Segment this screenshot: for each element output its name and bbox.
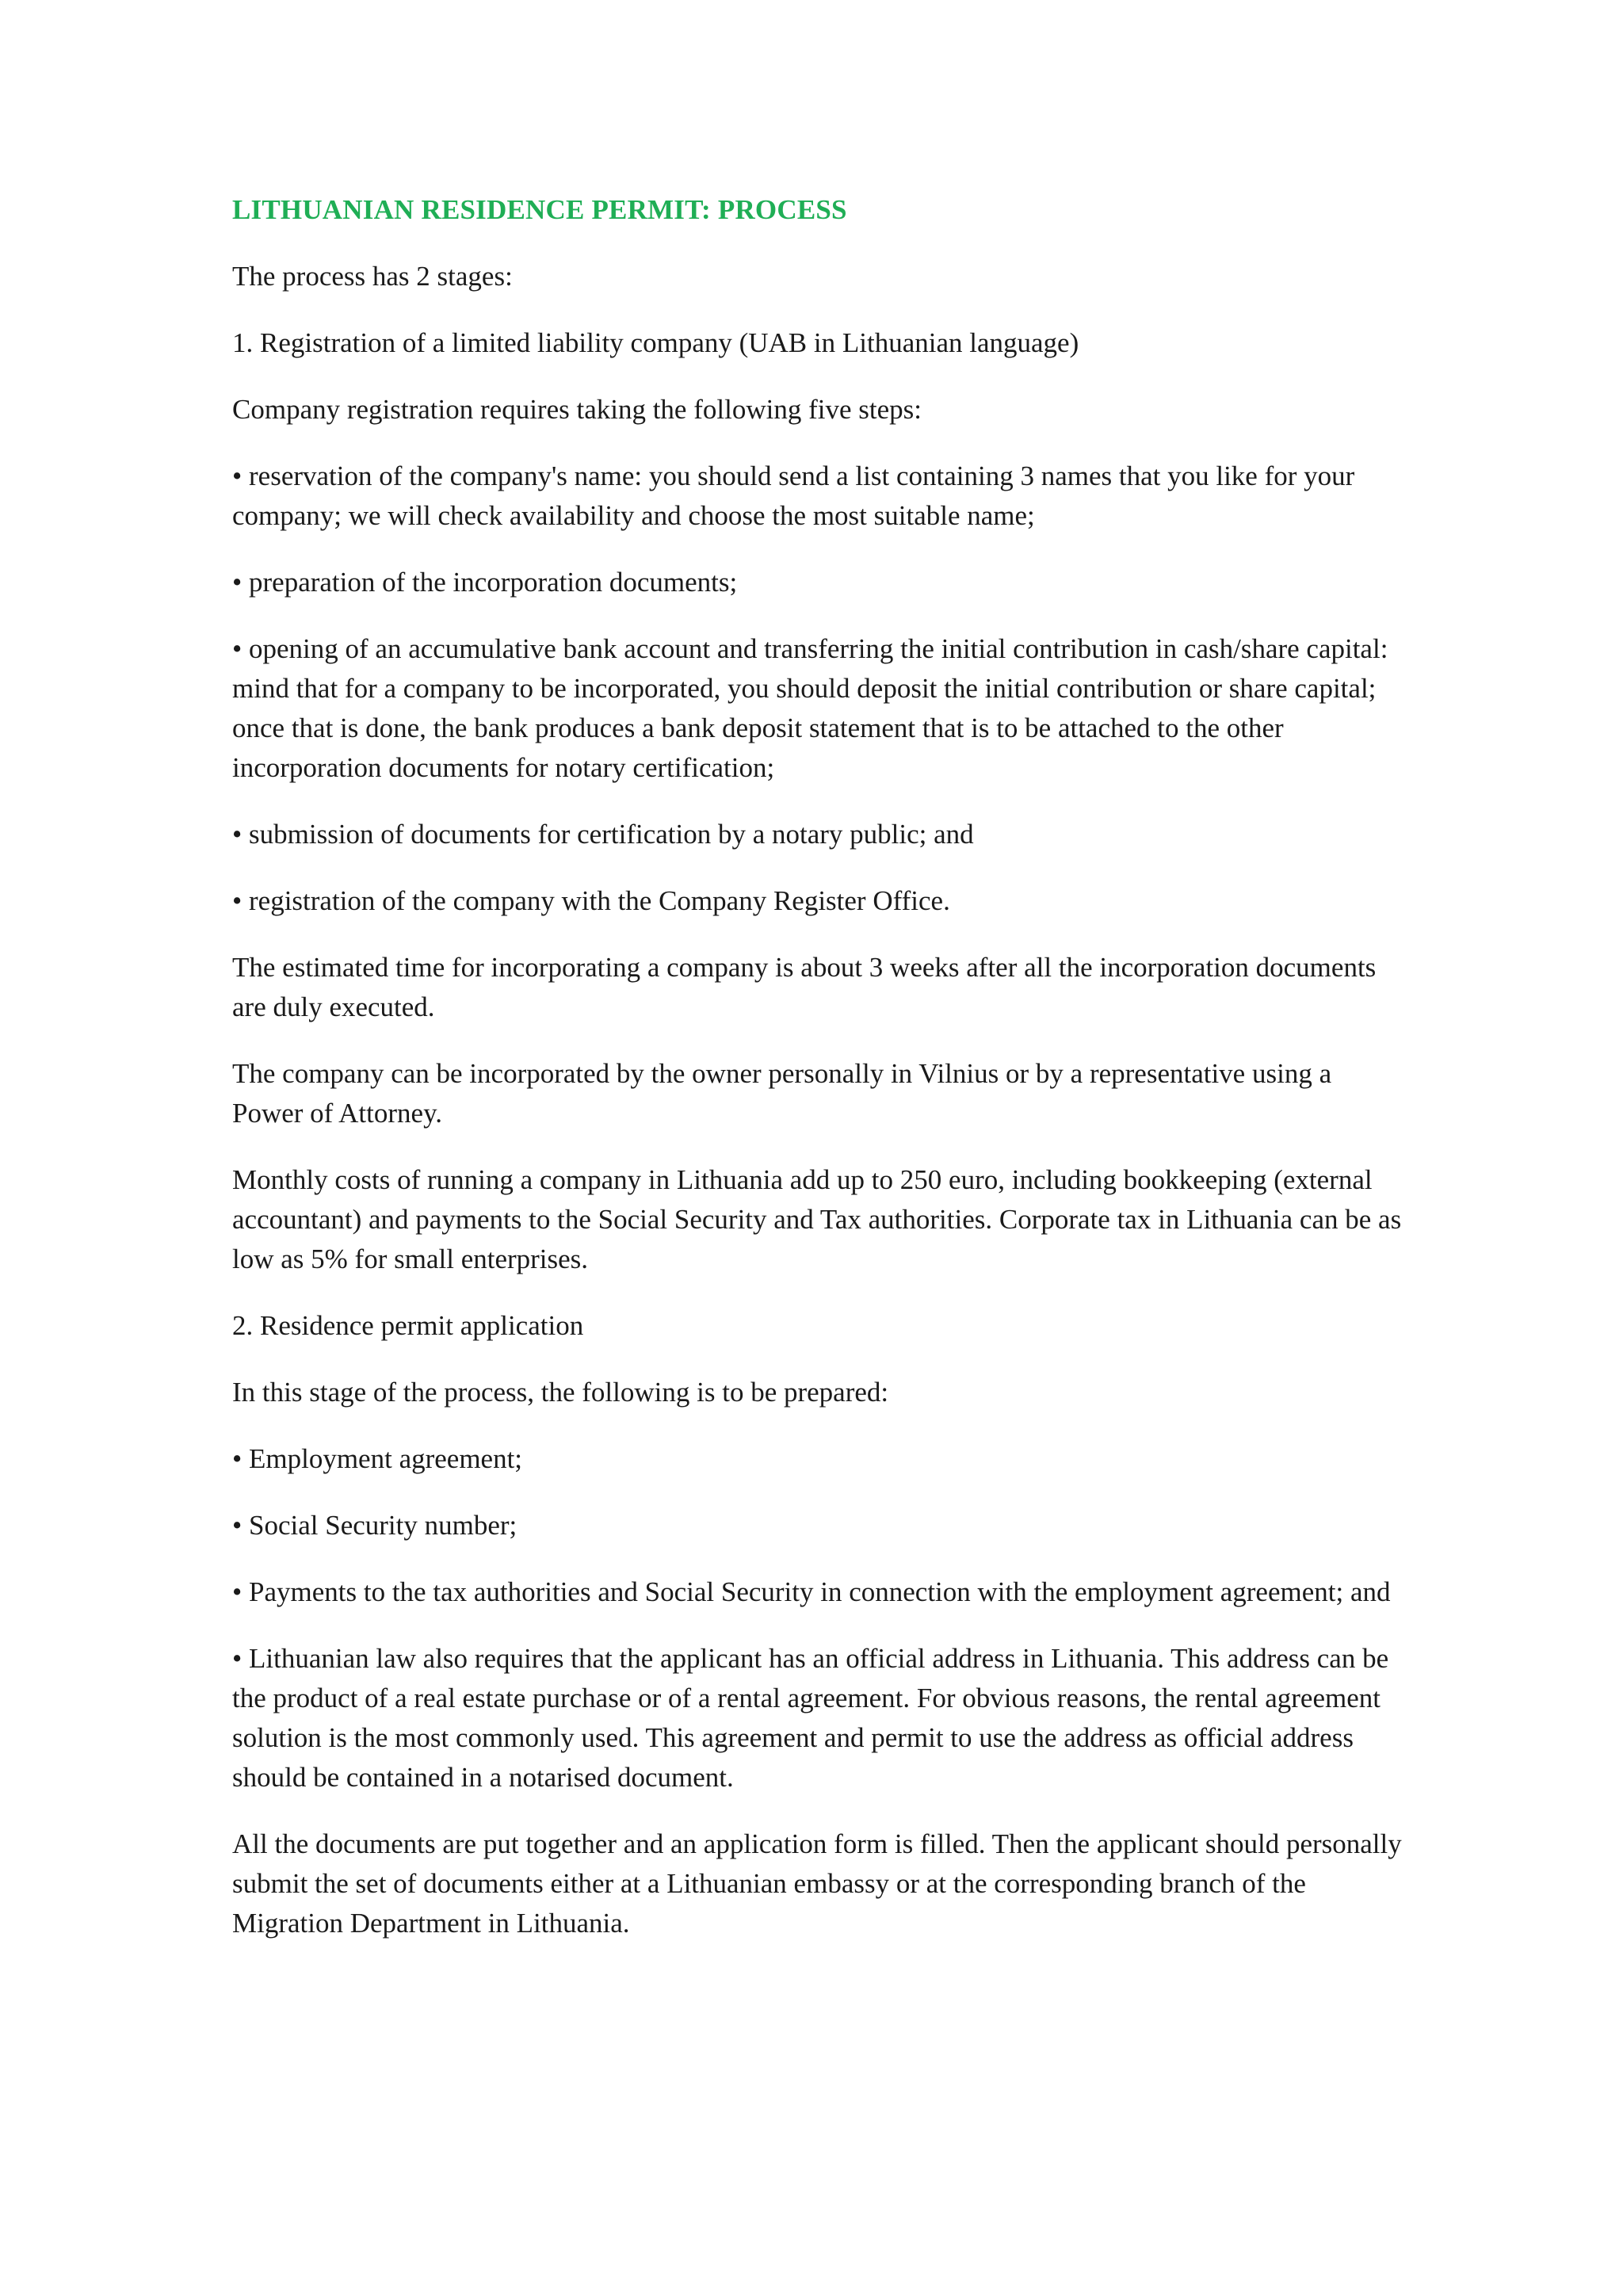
monthly-costs-paragraph: Monthly costs of running a company in Lithuania add up to 250 euro, including bookkeeping (external accountant) and payments to the Social Security and Tax authorities. Corporate tax in Lithuania can be as low as 5% for small enterprises. <box>232 1164 1402 1274</box>
estimated-time-paragraph: The estimated time for incorporating a company is about 3 weeks after all the incorporation documents are duly executed. <box>232 952 1377 1022</box>
step-name-reservation: • reservation of the company's name: you should send a list containing 3 names that you like for your company; we will check availability and choose the most suitable name; <box>232 460 1355 531</box>
stage-2-intro: In this stage of the process, the following is to be prepared: <box>232 1377 889 1408</box>
item-employment-agreement: • Employment agreement; <box>232 1443 523 1474</box>
document-title: LITHUANIAN RESIDENCE PERMIT: PROCESS <box>232 194 847 225</box>
step-bank-account: • opening of an accumulative bank account and transferring the initial contribution in cash/share capital: mind that for a company to be incorporated, you should deposit the initial contribution or share capital; once that is done, the bank produces a bank deposit statement that is to be attached to the other incorporation documents for notary certification; <box>232 633 1388 783</box>
incorporation-method-paragraph: The company can be incorporated by the owner personally in Vilnius or by a representative using a Power of Attorney. <box>232 1058 1332 1129</box>
item-official-address: • Lithuanian law also requires that the applicant has an official address in Lithuania. This address can be the product of a real estate purchase or of a rental agreement. For obvious reasons, the rental agreement solution is the most commonly used. This agreement and permit to use the address as official address should be contained in a notarised document. <box>232 1643 1389 1793</box>
step-company-registration: • registration of the company with the Company Register Office. <box>232 885 950 916</box>
step-notary-submission: • submission of documents for certification by a notary public; and <box>232 819 974 850</box>
registration-steps-intro: Company registration requires taking the following five steps: <box>232 394 922 425</box>
submission-paragraph: All the documents are put together and an application form is filled. Then the applicant should personally submit the set of documents either at a Lithuanian embassy or at the corresponding branch of the Migration Department in Lithuania. <box>232 1828 1402 1939</box>
item-tax-payments: • Payments to the tax authorities and Social Security in connection with the employment agreement; and <box>232 1576 1391 1607</box>
stage-1-heading: 1. Registration of a limited liability company (UAB in Lithuanian language) <box>232 327 1079 358</box>
item-social-security-number: • Social Security number; <box>232 1510 517 1541</box>
step-documents-preparation: • preparation of the incorporation documents; <box>232 567 738 598</box>
stage-2-heading: 2. Residence permit application <box>232 1310 584 1341</box>
document-page <box>232 190 1405 1970</box>
stages-intro: The process has 2 stages: <box>232 261 513 292</box>
